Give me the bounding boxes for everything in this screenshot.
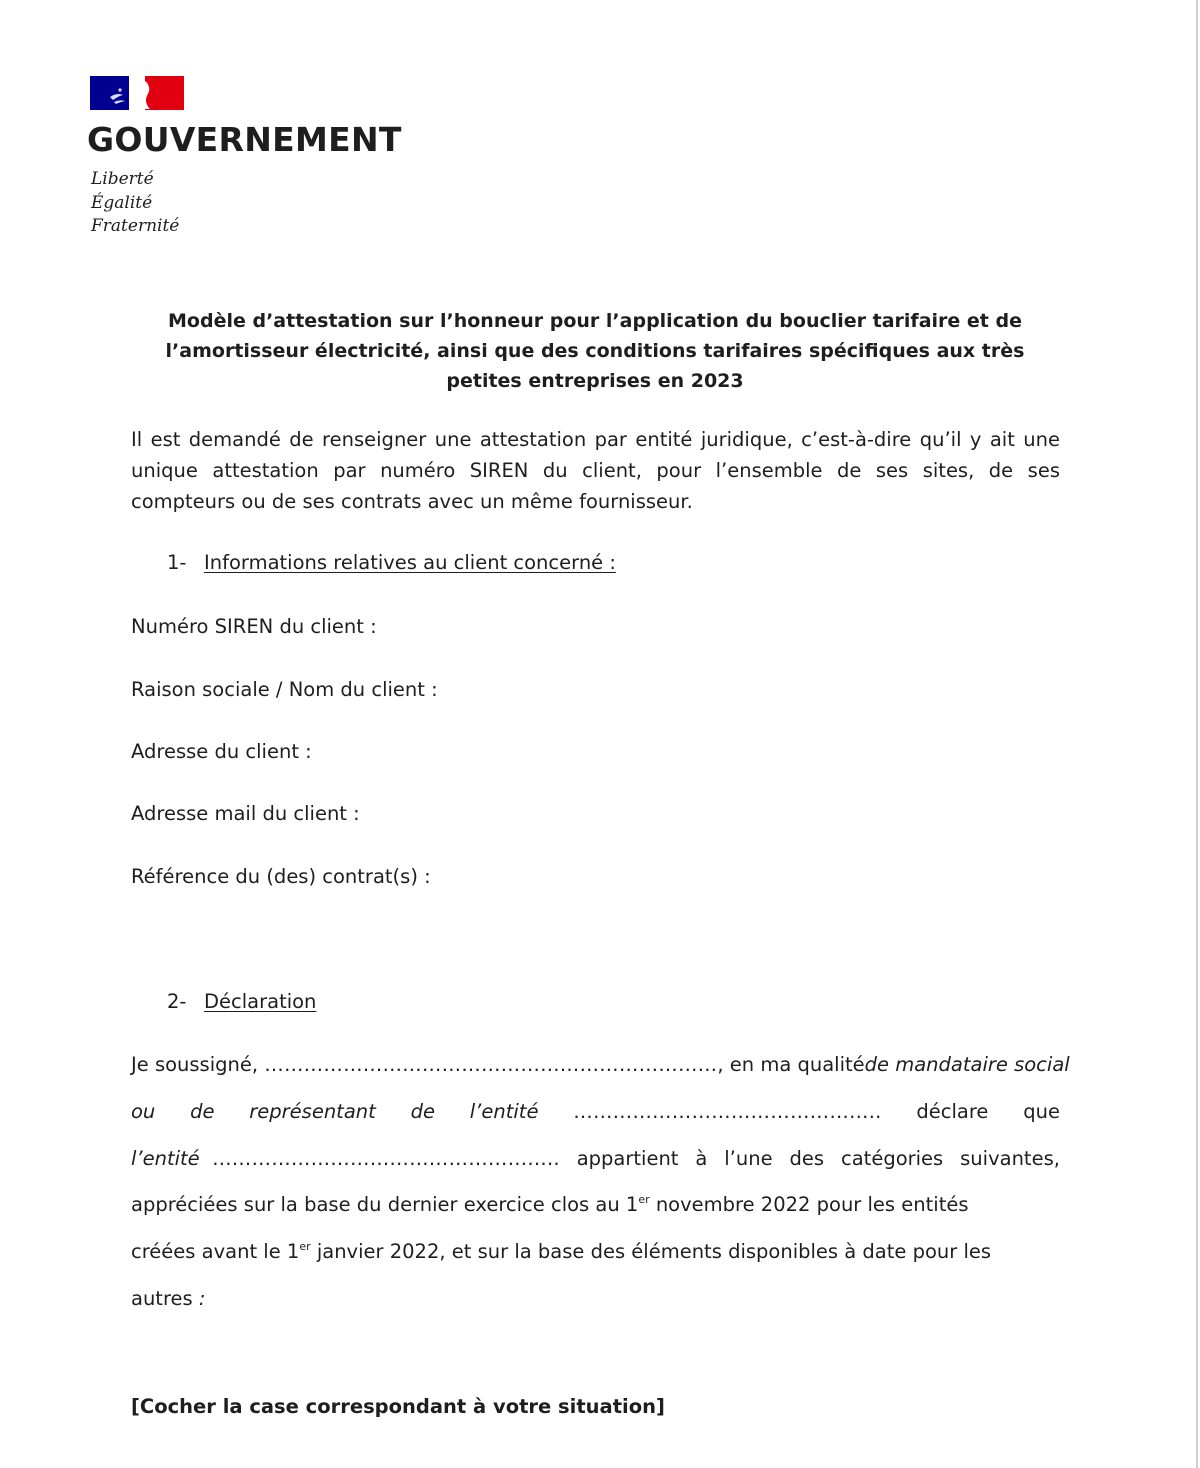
section-2-label: Déclaration (204, 990, 317, 1013)
decl-text: créées avant le 1 (131, 1240, 300, 1263)
declaration-line-1 (131, 1050, 1070, 1080)
section-2-heading (167, 987, 316, 1017)
fill-blank-entity: ……………………………………….. (573, 1100, 882, 1123)
decl-text: que (1023, 1100, 1060, 1123)
motto-liberte: Liberté (91, 169, 154, 189)
section-1-label: Informations relatives au client concerné : (204, 551, 616, 574)
intro-paragraph: Il est demandé de renseigner une attestation par entité juridique, c’est-à-dire qu’il y ait une unique attestation par numéro SIREN du client, pour l’ensemble de ses sites, de ses compteurs ou de ses contrats avec un même fournisseur. (131, 428, 1060, 513)
declaration-line-4 (131, 1190, 1060, 1220)
decl-text: catégories (841, 1147, 944, 1170)
decl-italic: de (190, 1100, 215, 1123)
section-1-heading (167, 548, 616, 578)
logo-wordmark: GOUVERNEMENT (87, 120, 402, 159)
motto-fraternite: Fraternité (91, 216, 180, 236)
fill-blank-entity-2: …………………………………………….. (212, 1147, 560, 1170)
decl-text: janvier 2022, et sur la base des éléments disponibles à date pour les (310, 1240, 992, 1263)
declaration-paragraph (131, 1050, 1070, 1320)
decl-italic: l’entité (469, 1100, 539, 1123)
decl-text: l’une (724, 1147, 773, 1170)
decl-text: suivantes, (960, 1147, 1060, 1170)
fill-blank-name: …………………………………………………………… (264, 1053, 718, 1076)
decl-text: à (695, 1147, 708, 1170)
field-raison-sociale: Raison sociale / Nom du client : (131, 678, 438, 701)
field-siren: Numéro SIREN du client : (131, 615, 377, 638)
document-title: Modèle d’attestation sur l’honneur pour l’application du bouclier tarifaire et de l’amortisseur électricité, ainsi que des conditions tarifaires spécifiques aux très petites entreprises en 2023 (165, 310, 1025, 392)
decl-italic: l’entité (131, 1147, 200, 1170)
decl-italic: représentant (249, 1100, 376, 1123)
decl-text: appartient (576, 1147, 679, 1170)
marianne-flag-icon (90, 76, 184, 110)
decl-text: déclare (916, 1100, 989, 1123)
decl-sup: er (299, 1240, 311, 1253)
decl-text: , en ma qualité (717, 1053, 865, 1076)
field-reference-contrat: Référence du (des) contrat(s) : (131, 865, 431, 888)
field-adresse-mail: Adresse mail du client : (131, 802, 360, 825)
decl-text: Je soussigné, (131, 1053, 259, 1076)
decl-italic: ou (131, 1100, 156, 1123)
declaration-line-2 (131, 1097, 1060, 1127)
decl-italic: de mandataire social (864, 1053, 1070, 1076)
decl-text: autres (131, 1287, 193, 1310)
decl-text: novembre 2022 pour les entités (649, 1193, 969, 1216)
logo-motto (91, 168, 179, 239)
section-2-number: 2- (167, 990, 187, 1013)
decl-italic: : (192, 1287, 206, 1310)
decl-sup: er (638, 1193, 650, 1206)
section-1-number: 1- (167, 551, 187, 574)
field-adresse: Adresse du client : (131, 740, 312, 763)
decl-text: des (789, 1147, 825, 1170)
checkbox-instruction: [Cocher la case correspondant à votre situation] (131, 1395, 665, 1418)
motto-egalite: Égalité (91, 192, 153, 213)
decl-text: appréciées sur la base du dernier exercice clos au 1 (131, 1193, 639, 1216)
decl-italic: de (410, 1100, 435, 1123)
declaration-line-3 (131, 1144, 1060, 1174)
declaration-line-5 (131, 1237, 1060, 1267)
declaration-line-6 (131, 1284, 1060, 1314)
